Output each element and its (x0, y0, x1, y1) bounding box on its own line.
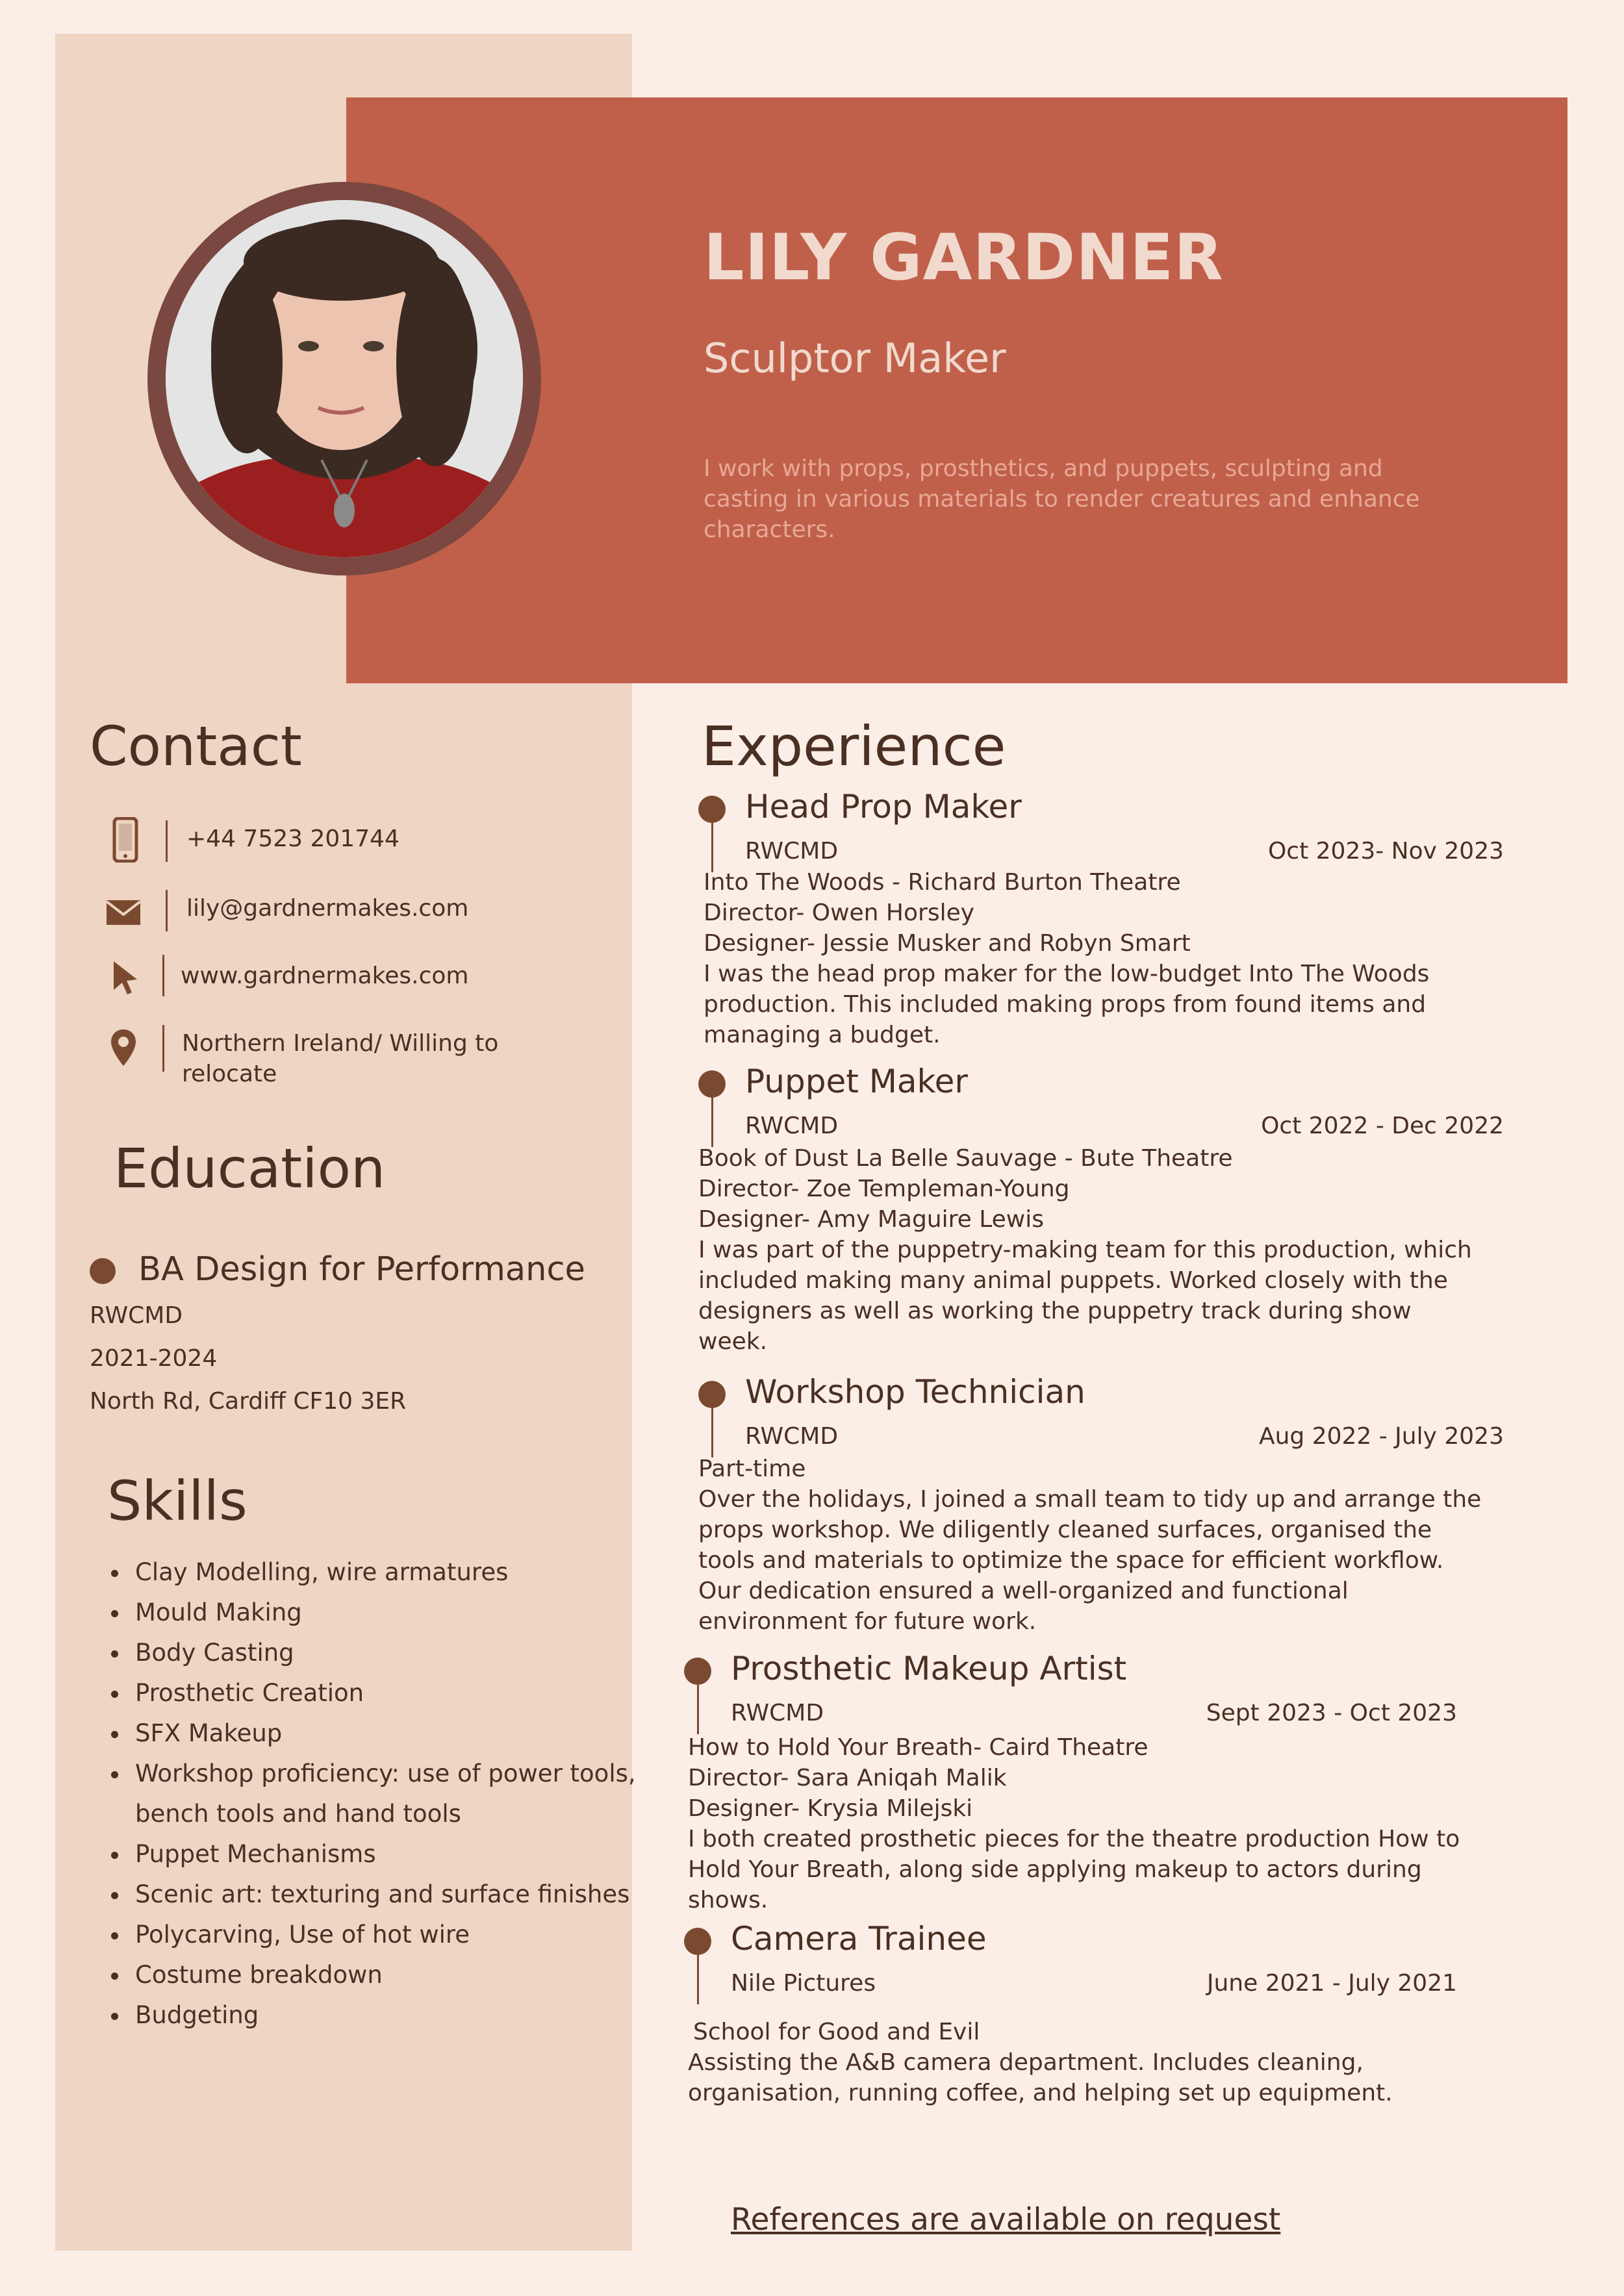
cursor-icon (107, 955, 144, 1000)
job-organisation: Nile Pictures (731, 1970, 876, 1997)
degree-title: BA Design for Performance (138, 1250, 585, 1289)
job-dates: Sept 2023 - Oct 2023 (1206, 1700, 1457, 1726)
job-organisation: RWCMD (731, 1700, 824, 1726)
phone-text[interactable]: +44 7523 201744 (186, 826, 400, 852)
job-description (698, 1143, 1484, 1357)
job-role: Sculptor Maker (704, 334, 1006, 382)
contact-heading: Contact (90, 714, 302, 778)
timeline-pin (684, 1658, 711, 1685)
website-link[interactable]: www.gardnermakes.com (181, 963, 469, 989)
skill-item: • Body Casting (130, 1633, 637, 1673)
skill-item: • Mould Making (130, 1593, 637, 1633)
job-description (688, 2017, 1460, 2108)
job-line: Over the holidays, I joined a small team to tidy up and arrange the props workshop. We diligently cleaned surfaces, organised the tools and materials to optimize the space for efficient workflow. Our dedication ensured a well-organized and functional environment for future work. (698, 1486, 1482, 1635)
job-dates: June 2021 - July 2021 (1206, 1970, 1457, 1997)
skill-item: • Puppet Mechanisms (130, 1834, 637, 1874)
references-note[interactable]: References are available on request (731, 2202, 1281, 2238)
job-dates: Oct 2023- Nov 2023 (1267, 838, 1504, 864)
candidate-name: LILY GARDNER (704, 221, 1224, 295)
job-title: Camera Trainee (731, 1920, 987, 1958)
location-line-1: Northern Ireland/ Willing to (182, 1030, 499, 1057)
job-title: Workshop Technician (745, 1373, 1085, 1411)
job-line: Director- Sara Aniqah Malik (688, 1765, 1007, 1791)
job-dates: Oct 2022 - Dec 2022 (1261, 1113, 1504, 1139)
job-organisation: RWCMD (745, 1423, 839, 1450)
job-line: Into The Woods - Richard Burton Theatre (704, 869, 1181, 896)
education-address: North Rd, Cardiff CF10 3ER (90, 1388, 407, 1415)
location-line-2: relocate (182, 1061, 277, 1087)
divider (162, 1025, 164, 1072)
location-pin-icon (105, 1025, 142, 1070)
skill-item: • SFX Makeup (130, 1713, 637, 1754)
education-years: 2021-2024 (90, 1345, 218, 1372)
job-line: I was the head prop maker for the low-budget Into The Woods production. This included making props from found items and managing a budget. (704, 961, 1430, 1048)
bullet-dot (90, 1258, 116, 1284)
skill-item: • Clay Modelling, wire armatures (130, 1552, 637, 1593)
job-line: I both created prosthetic pieces for the theatre production How to Hold Your Breath, along side applying makeup to actors during shows. (688, 1826, 1460, 1913)
job-organisation: RWCMD (745, 838, 839, 864)
skills-list (97, 1552, 637, 2036)
job-line: How to Hold Your Breath- Caird Theatre (688, 1734, 1148, 1761)
job-line: School for Good and Evil (693, 2019, 980, 2045)
job-description (698, 1454, 1484, 1637)
timeline-stem (711, 1096, 713, 1147)
divider (162, 955, 164, 996)
avatar (166, 200, 523, 557)
timeline-pin (684, 1928, 711, 1955)
job-description (704, 867, 1483, 1050)
skill-item: • Scenic art: texturing and surface finishes (130, 1874, 637, 1915)
education-heading: Education (114, 1137, 386, 1200)
skill-item: • Budgeting (130, 1995, 637, 2036)
divider (166, 820, 168, 862)
phone-icon (107, 817, 144, 863)
profile-summary: I work with props, prosthetics, and puppets, sculpting and casting in various materials to render creatures and enhance characters. (704, 455, 1420, 543)
skill-item: • Prosthetic Creation (130, 1673, 637, 1713)
job-line: Director- Zoe Templeman-Young (698, 1176, 1070, 1202)
experience-heading: Experience (702, 714, 1006, 778)
job-line: Assisting the A&B camera department. Includes cleaning, organisation, running coffee, and helping set up equipment. (688, 2049, 1393, 2106)
skill-item: • Polycarving, Use of hot wire (130, 1915, 637, 1955)
job-line: Director- Owen Horsley (704, 900, 975, 926)
envelope-icon (105, 890, 142, 935)
job-line: Designer- Jessie Musker and Robyn Smart (704, 930, 1191, 957)
timeline-stem (711, 1407, 713, 1457)
divider (166, 890, 168, 931)
job-line: I was part of the puppetry-making team for this production, which included making many animal puppets. Worked closely with the designers as well as working the puppetry track during show week. (698, 1237, 1472, 1355)
job-line: Designer- Krysia Milejski (688, 1795, 973, 1822)
email-link[interactable]: lily@gardnermakes.com (186, 895, 469, 922)
timeline-pin (698, 1381, 726, 1408)
timeline-stem (697, 1954, 699, 2004)
location-text (182, 1028, 498, 1089)
job-title: Head Prop Maker (745, 788, 1022, 826)
skill-item: • Costume breakdown (130, 1955, 637, 1995)
job-organisation: RWCMD (745, 1113, 839, 1139)
job-title: Prosthetic Makeup Artist (731, 1650, 1127, 1687)
education-school: RWCMD (90, 1302, 183, 1329)
job-line: Designer- Amy Maguire Lewis (698, 1206, 1044, 1233)
timeline-stem (697, 1684, 699, 1734)
job-line: Book of Dust La Belle Sauvage - Bute Theatre (698, 1145, 1233, 1172)
job-description (688, 1732, 1467, 1915)
timeline-pin (698, 796, 726, 823)
job-title: Puppet Maker (745, 1063, 968, 1100)
skill-item: • Workshop proficiency: use of power tools, bench tools and hand tools (130, 1754, 637, 1834)
job-line: Part-time (698, 1456, 806, 1482)
skills-heading: Skills (107, 1469, 247, 1533)
timeline-stem (711, 822, 713, 872)
timeline-pin (698, 1070, 726, 1098)
job-dates: Aug 2022 - July 2023 (1258, 1423, 1504, 1450)
